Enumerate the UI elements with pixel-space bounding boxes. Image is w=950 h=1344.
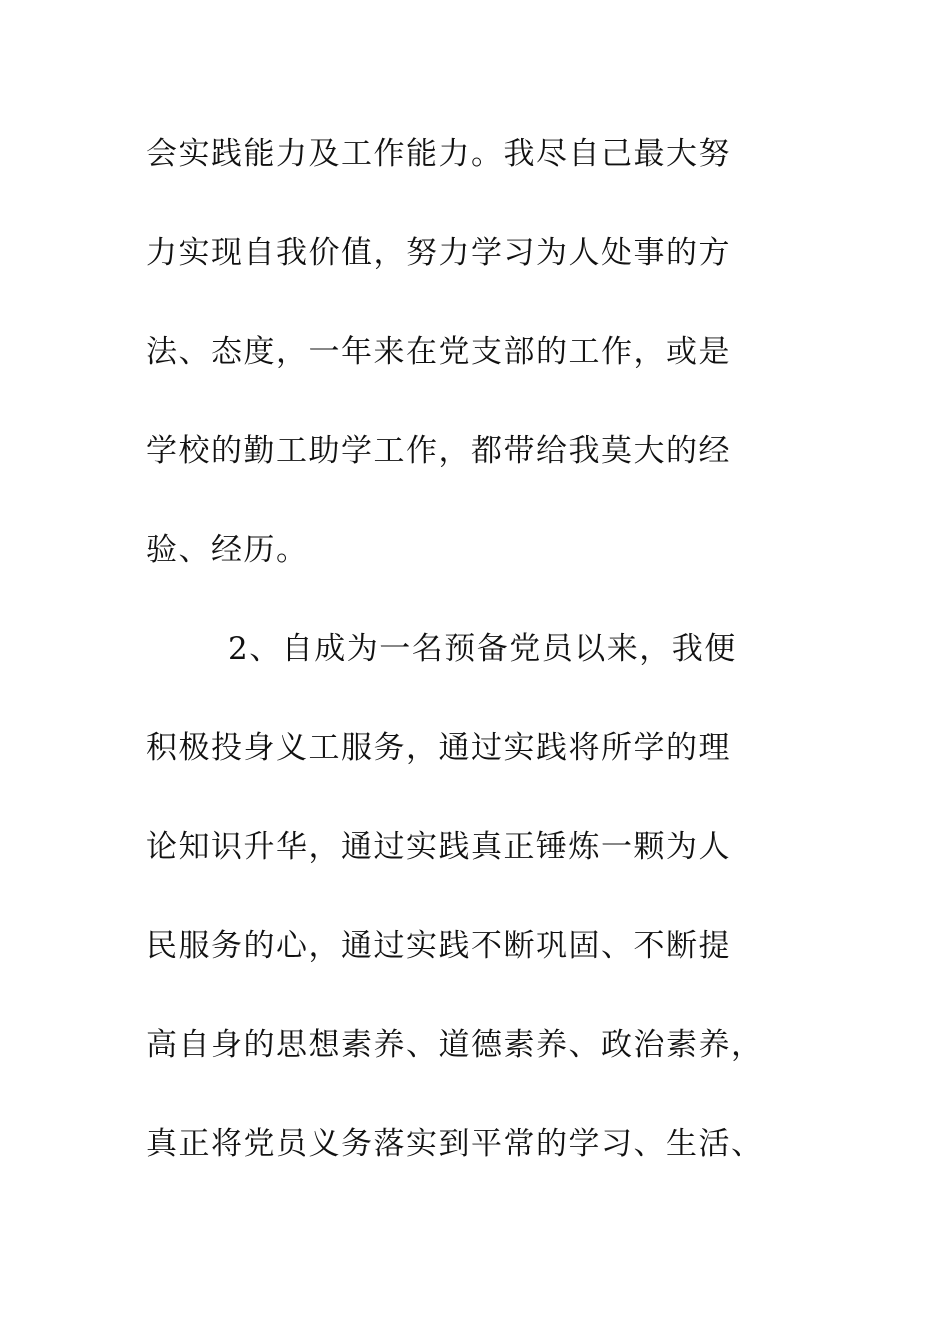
text-line: 力实现自我价值，努力学习为人处事的方 xyxy=(146,235,731,271)
text-line: 论知识升华，通过实践真正锤炼一颗为人 xyxy=(146,829,731,865)
text-line: 高自身的思想素养、道德素养、政治素养， xyxy=(146,1027,764,1063)
text-line: 法、态度，一年来在党支部的工作，或是 xyxy=(146,334,731,370)
text-line: 民服务的心，通过实践不断巩固、不断提 xyxy=(146,928,731,964)
text-line: 真正将党员义务落实到平常的学习、生活、 xyxy=(146,1126,764,1162)
paragraph-start-line: 2、自成为一名预备党员以来，我便 xyxy=(228,631,737,667)
text-line: 会实践能力及工作能力。我尽自己最大努 xyxy=(146,136,731,172)
text-line: 积极投身义工服务，通过实践将所学的理 xyxy=(146,730,731,766)
text-line: 学校的勤工助学工作，都带给我莫大的经 xyxy=(146,433,731,469)
text-line: 验、经历。 xyxy=(146,532,309,568)
